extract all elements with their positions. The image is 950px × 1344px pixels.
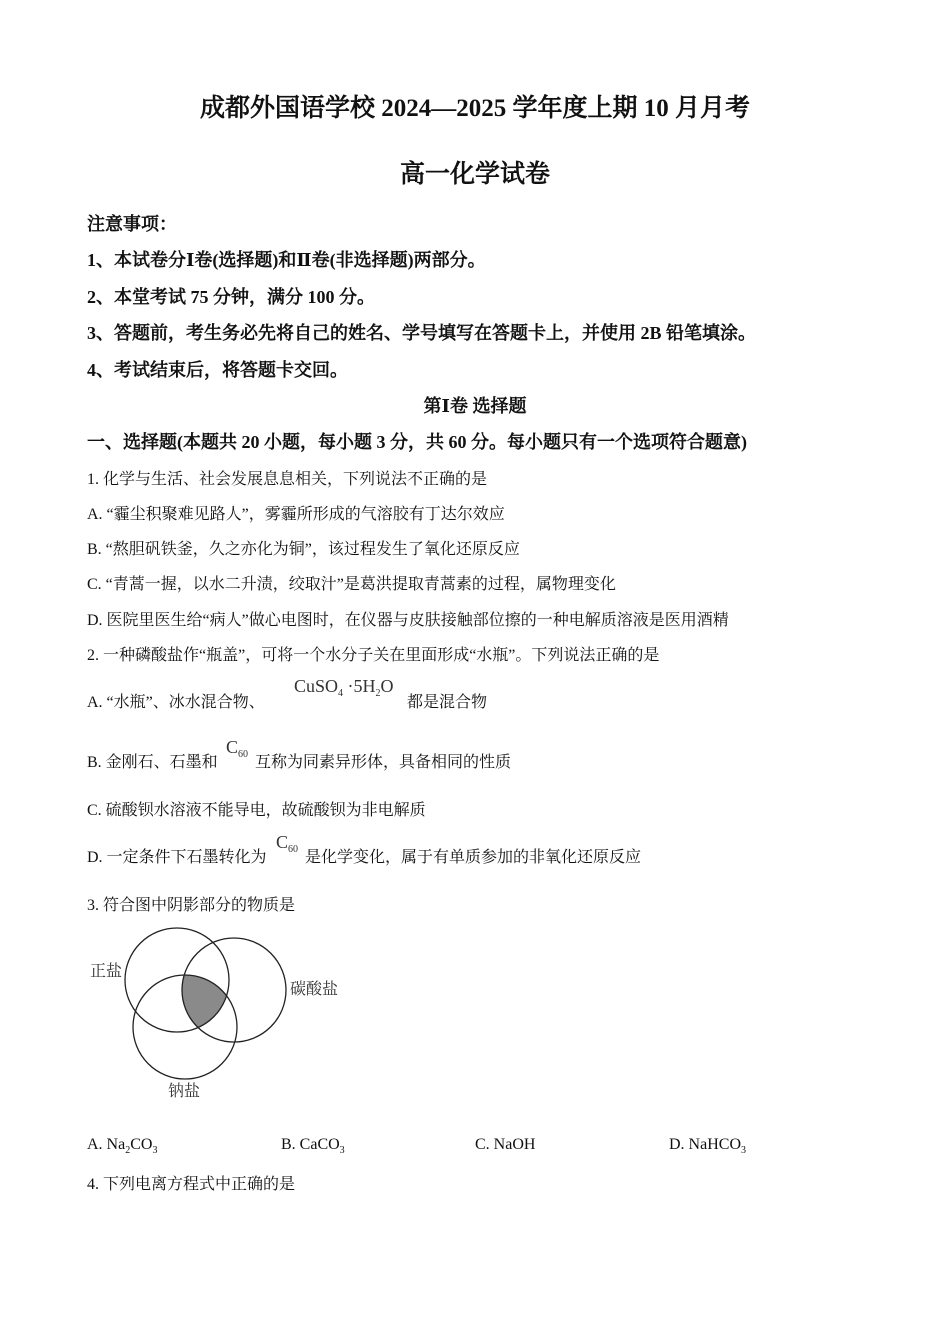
section-heading: 一、选择题(本题共 20 小题，每小题 3 分，共 60 分。每小题只有一个选项符合题意) [87,432,747,452]
option-a [87,689,265,712]
option-text: 都是混合物 [407,694,488,711]
notice-item: 2、本堂考试 75 分钟，满分 100 分。 [87,287,375,307]
exam-subtitle: 高一化学试卷 [399,161,550,188]
notice-item: 4、考试结束后，将答题卡交回。 [87,360,348,380]
option-b: B. “熬胆矾铁釜，久之亦化为铜”，该过程发生了氧化还原反应 [87,541,520,558]
option-c: C. NaOH [475,1136,536,1153]
notice-item: 3、答题前，考生务必先将自己的姓名、学号填写在答题卡上，并使用 2B 铅笔填涂。 [87,323,757,343]
option-b: B. 金刚石、石墨和 [87,754,218,771]
option-d: D. 一定条件下石墨转化为 [87,849,267,866]
option-text: A. “水瓶”、冰水混合物、 [87,694,265,711]
formula: CuSO$_4$ $\cdot 5H_2O$ [294,676,394,699]
formula: $C_{60}$ [226,737,249,760]
question-stem: 1. 化学与生活、社会发展息息相关，下列说法不正确的是 [87,471,488,488]
venn-label-bottom: 钠盐 [168,1083,201,1100]
option-text: 是化学变化，属于有单质参加的非氧化还原反应 [305,849,642,866]
notice-item: 1、本试卷分Ⅰ卷(选择题)和Ⅱ卷(非选择题)两部分。 [87,250,486,270]
option-text: 互称为同素异形体，具备相同的性质 [255,754,512,771]
question-stem: 4. 下列电离方程式中正确的是 [87,1176,296,1193]
option-d: D. 医院里医生给“病人”做心电图时，在仪器与皮肤接触部位擦的一种电解质溶液是医用酒精 [87,612,729,629]
option-b: B. CaCO$_3$ [281,1136,345,1156]
part-title: 第Ⅰ卷 选择题 [423,396,527,416]
option-c: C. 硫酸钡水溶液不能导电，故硫酸钡为非电解质 [87,802,426,819]
venn-diagram [80,920,380,1110]
question-stem: 2. 一种磷酸盐作“瓶盖”，可将一个水分子关在里面形成“水瓶”。下列说法正确的是 [87,647,660,664]
question-stem: 3. 符合图中阴影部分的物质是 [87,897,296,914]
notice-heading: 注意事项： [87,214,177,234]
option-d: D. NaHCO$_3$ [669,1136,746,1156]
option-c: C. “青蒿一握，以水二升渍，绞取汁”是葛洪提取青蒿素的过程，属物理变化 [87,576,616,593]
formula: $C_{60}$ [276,832,299,855]
exam-title: 成都外国语学校 2024—2025 学年度上期 10 月月考 [199,95,750,122]
option-a: A. “霾尘积聚难见路人”，雾霾所形成的气溶胶有丁达尔效应 [87,506,505,523]
option-a: A. $Na_2CO_3$ [87,1136,158,1156]
venn-label-left: 正盐 [90,963,123,980]
venn-circle-left [125,928,229,1032]
venn-label-right: 碳酸盐 [290,981,339,998]
